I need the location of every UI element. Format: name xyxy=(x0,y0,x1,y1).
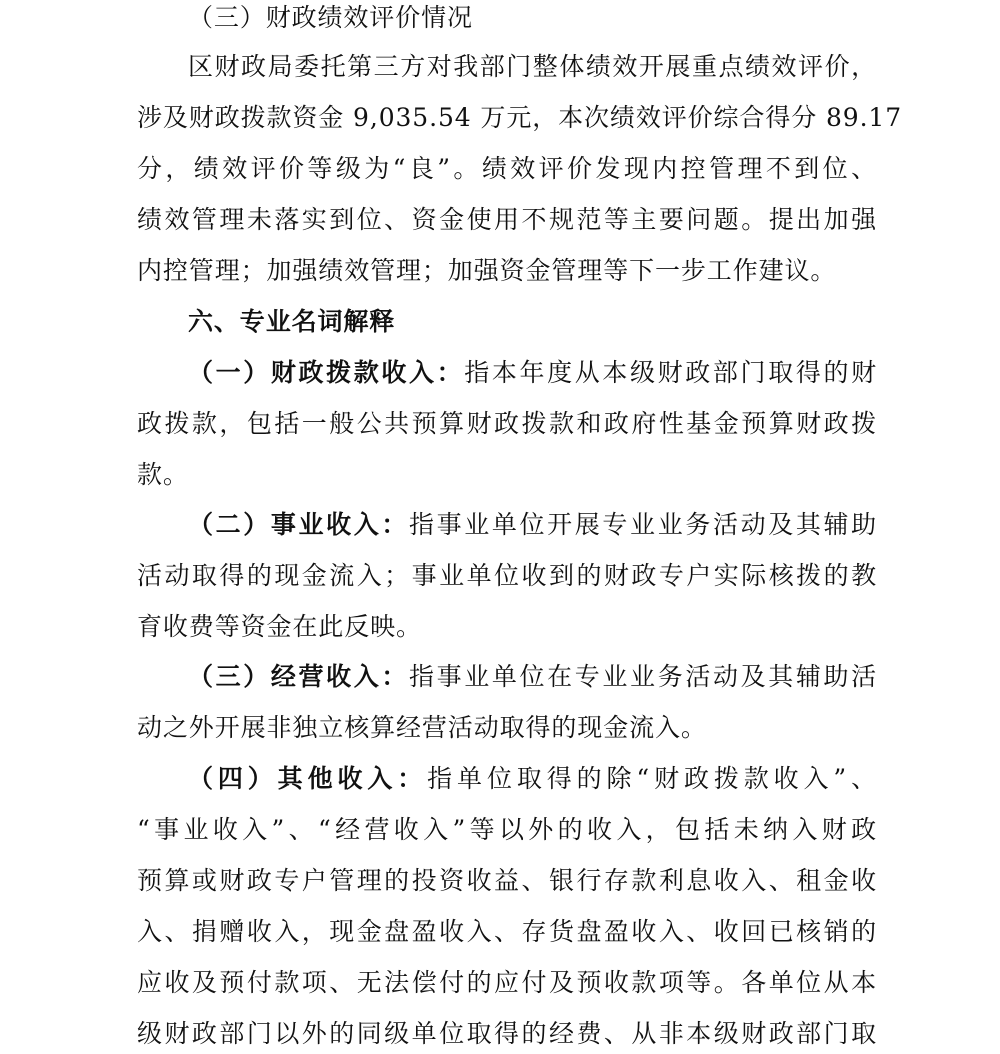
paragraph-line: 活动取得的现金流入；事业单位收到的财政专户实际核拨的教 xyxy=(137,561,877,590)
subheading-performance-evaluation: （三）财政绩效评价情况 xyxy=(188,3,473,32)
section-heading-terms: 六、专业名词解释 xyxy=(188,307,396,336)
paragraph-line: 育收费等资金在此反映。 xyxy=(137,612,422,641)
paragraph-line: 款。 xyxy=(137,460,189,489)
paragraph-line: 级财政部门以外的同级单位取得的经费、从非本级财政部门取 xyxy=(137,1019,877,1048)
paragraph-line: 分，绩效评价等级为“良”。绩效评价发现内控管理不到位、 xyxy=(137,154,877,183)
term-line xyxy=(188,353,877,393)
term-definition: 指事业单位开展专业业务活动及其辅助 xyxy=(409,510,877,539)
term-line xyxy=(188,505,877,545)
term-label: （二）事业收入： xyxy=(188,510,410,539)
term-label: （三）经营收入： xyxy=(188,662,410,691)
term-definition: 指事业单位在专业业务活动及其辅助活 xyxy=(409,662,877,691)
term-label: （一）财政拨款收入： xyxy=(188,358,465,387)
term-line xyxy=(188,759,877,799)
term-definition: 指本年度从本级财政部门取得的财 xyxy=(464,358,877,387)
term-line xyxy=(188,657,877,697)
term-definition: 指单位取得的除“财政拨款收入”、 xyxy=(427,764,878,793)
paragraph-line: 预算或财政专户管理的投资收益、银行存款利息收入、租金收 xyxy=(137,866,877,895)
paragraph-line: 区财政局委托第三方对我部门整体绩效开展重点绩效评价， xyxy=(188,52,877,81)
paragraph-line: “事业收入”、“经营收入”等以外的收入，包括未纳入财政 xyxy=(137,815,877,844)
paragraph-line: 政拨款，包括一般公共预算财政拨款和政府性基金预算财政拨 xyxy=(137,409,877,438)
paragraph-line: 绩效管理未落实到位、资金使用不规范等主要问题。提出加强 xyxy=(137,205,877,234)
paragraph-line: 涉及财政拨款资金 9,035.54 万元，本次绩效评价综合得分 89.17 xyxy=(137,103,903,132)
paragraph-line: 应收及预付款项、无法偿付的应付及预收款项等。各单位从本 xyxy=(137,968,877,997)
paragraph-line: 入、捐赠收入，现金盘盈收入、存货盘盈收入、收回已核销的 xyxy=(137,917,877,946)
paragraph-line: 动之外开展非独立核算经营活动取得的现金流入。 xyxy=(137,713,707,742)
paragraph-line: 内控管理；加强绩效管理；加强资金管理等下一步工作建议。 xyxy=(137,256,837,285)
term-label: （四）其他收入： xyxy=(188,764,428,793)
